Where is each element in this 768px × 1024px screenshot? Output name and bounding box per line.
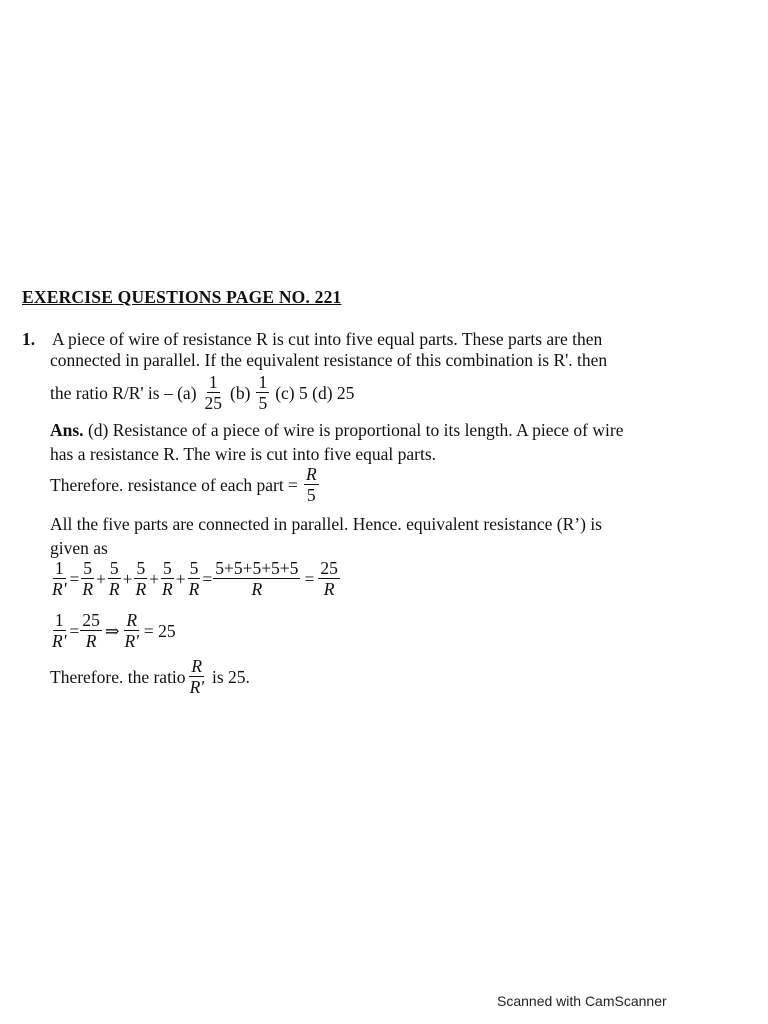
eq1-term-den: R xyxy=(162,578,173,599)
conclusion-num: R xyxy=(191,656,203,676)
eq2-mid-den: R xyxy=(85,630,97,651)
option-b-label: (b) xyxy=(230,382,251,403)
eq1-term-num: 5 xyxy=(83,558,93,578)
equation-1 xyxy=(50,560,340,598)
each-part-denominator: 5 xyxy=(306,484,316,505)
conclusion-den: R' xyxy=(189,676,204,697)
answer-text-1: (d) Resistance of a piece of wire is proportional to its length. A piece of wire xyxy=(87,420,624,440)
eq1-plus: + xyxy=(175,568,186,589)
each-part-line xyxy=(50,466,319,504)
conclusion-suffix: is 25. xyxy=(212,666,250,687)
eq1-sum-den: R xyxy=(251,578,263,599)
eq1-term-3 xyxy=(133,560,148,598)
eq1-term-num: 5 xyxy=(109,558,119,578)
eq1-term-num: 5 xyxy=(136,558,146,578)
ratio-prefix: the ratio R/R' is – (a) xyxy=(50,382,197,403)
eq1-term-den: R xyxy=(135,578,147,599)
answer-line-2: has a resistance R. The wire is cut into five equal parts. xyxy=(50,444,437,464)
parallel-line-1: All the five parts are connected in parallel. Hence. equivalent resistance (Rʼ) is xyxy=(50,514,602,534)
eq2-equals: = xyxy=(69,620,80,641)
eq1-equals: = xyxy=(202,568,213,589)
each-part-fraction xyxy=(304,466,319,504)
eq1-equals: = xyxy=(304,568,315,589)
answer-line-1 xyxy=(50,420,623,441)
question-number: 1. xyxy=(22,329,36,349)
eq1-plus: + xyxy=(149,568,160,589)
eq1-sum xyxy=(213,560,300,598)
equation-2 xyxy=(50,612,177,650)
eq1-equals: = xyxy=(69,568,80,589)
eq2-ratio-num: R xyxy=(126,610,138,630)
eq2-ratio xyxy=(122,612,140,650)
eq1-term-num: 5 xyxy=(163,558,172,578)
eq2-mid-num: 25 xyxy=(82,610,100,630)
eq2-lhs xyxy=(50,612,68,650)
eq1-term-5 xyxy=(187,560,202,598)
option-a-numerator: 1 xyxy=(208,372,218,392)
eq2-result: = 25 xyxy=(143,620,176,641)
conclusion-prefix: Therefore. the ratio xyxy=(50,666,186,687)
question-line-1: A piece of wire of resistance R is cut into five equal parts. These parts are then xyxy=(52,329,603,349)
parallel-line-2: given as xyxy=(50,538,108,558)
conclusion-fraction xyxy=(188,658,206,696)
option-cd: (c) 5 (d) 25 xyxy=(275,382,355,403)
eq1-sum-num: 5+5+5+5+5 xyxy=(215,558,299,578)
eq1-result-den: R xyxy=(323,578,335,599)
eq2-lhs-num: 1 xyxy=(54,610,64,630)
eq1-result-num: 25 xyxy=(320,558,338,578)
eq1-lhs xyxy=(50,560,68,598)
eq1-term-den: R xyxy=(82,578,94,599)
scanner-watermark: Scanned with CamScanner xyxy=(497,993,667,1009)
eq1-term-4 xyxy=(160,560,175,598)
eq1-plus: + xyxy=(122,568,133,589)
eq2-ratio-den: R' xyxy=(124,630,139,651)
option-a-denominator: 25 xyxy=(204,392,223,413)
eq1-term-1 xyxy=(80,560,95,598)
answer-label: Ans. xyxy=(50,420,84,440)
eq1-lhs-num: 1 xyxy=(54,558,64,578)
eq1-plus: + xyxy=(96,568,106,589)
page-heading: EXERCISE QUESTIONS PAGE NO. 221 xyxy=(22,287,342,307)
eq2-lhs-den: R' xyxy=(52,630,67,651)
conclusion-line xyxy=(50,658,250,696)
question-options xyxy=(50,374,354,412)
each-part-text: Therefore. resistance of each part = xyxy=(50,474,298,495)
option-b-numerator: 1 xyxy=(258,372,268,392)
question-line-2: connected in parallel. If the equivalent resistance of this combination is R'. then xyxy=(50,350,608,370)
eq1-result xyxy=(318,560,340,598)
option-b-fraction xyxy=(256,374,269,412)
each-part-numerator: R xyxy=(305,464,317,484)
option-b-denominator: 5 xyxy=(258,392,268,413)
eq2-mid xyxy=(80,612,102,650)
eq2-implies: ⇒ xyxy=(104,620,120,641)
option-a-fraction xyxy=(203,374,225,412)
eq1-lhs-den: R' xyxy=(52,578,67,599)
eq1-term-den: R xyxy=(108,578,120,599)
eq1-term-num: 5 xyxy=(189,558,199,578)
eq1-term-2 xyxy=(107,560,122,598)
eq1-term-den: R xyxy=(188,578,200,599)
